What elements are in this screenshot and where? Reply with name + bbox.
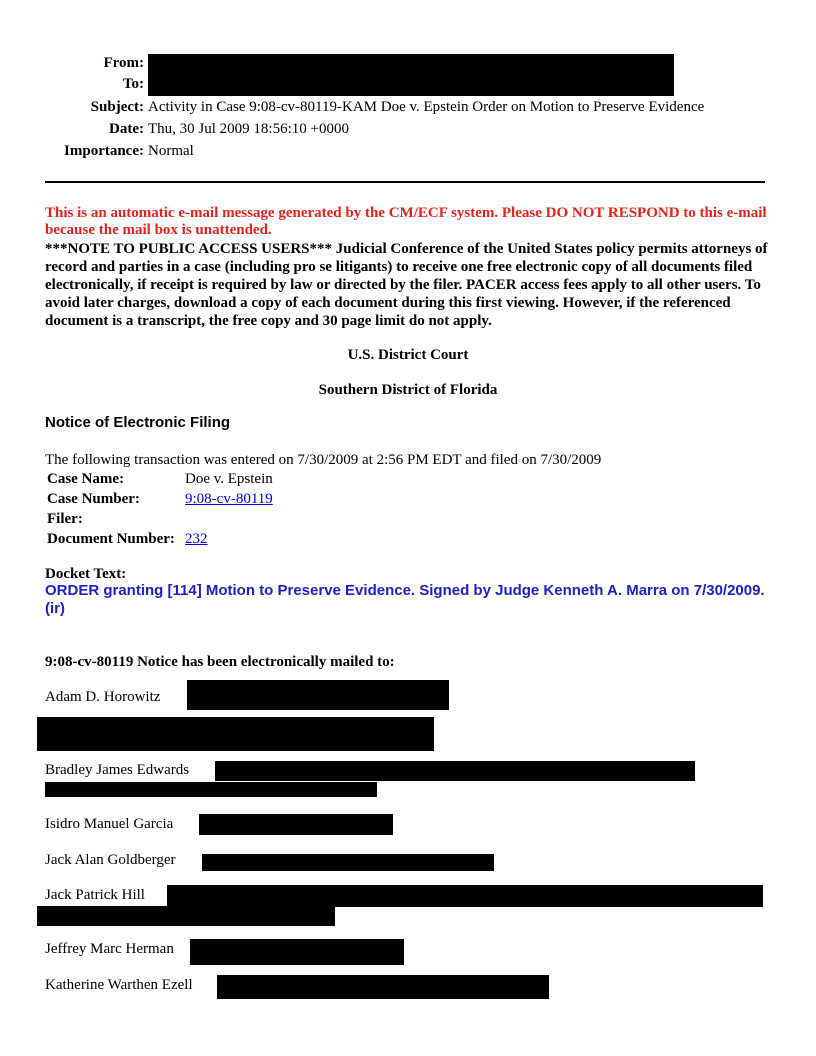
recipient-name: Katherine Warthen Ezell <box>45 977 193 993</box>
importance-value: Normal <box>148 143 194 159</box>
court-district: Southern District of Florida <box>318 382 498 398</box>
redaction-block <box>167 885 763 907</box>
recipient-name: Adam D. Horowitz <box>45 689 161 705</box>
mailed-heading: 9:08-cv-80119 Notice has been electronically mailed to: <box>45 654 395 670</box>
subject-label: Subject: <box>90 99 144 115</box>
from-label: From: <box>103 55 144 71</box>
case-number-link[interactable]: 9:08-cv-80119 <box>185 491 273 507</box>
redaction-block <box>187 680 449 710</box>
redaction-block <box>215 761 695 781</box>
recipient-name: Jeffrey Marc Herman <box>45 941 174 957</box>
case-name-value: Doe v. Epstein <box>185 471 273 487</box>
from-to-redaction <box>148 54 674 96</box>
case-number-label: Case Number: <box>47 491 140 507</box>
case-name-label: Case Name: <box>47 471 125 487</box>
document-number-link[interactable]: 232 <box>185 531 208 547</box>
docket-label: Docket Text: <box>45 566 127 582</box>
header-divider <box>45 181 765 183</box>
document-number-label: Document Number: <box>47 531 175 547</box>
redaction-block <box>37 906 335 926</box>
subject-value: Activity in Case 9:08-cv-80119-KAM Doe v. Epstein Order on Motion to Preserve Evidence <box>148 99 705 115</box>
importance-label: Importance: <box>64 143 144 159</box>
redaction-block <box>202 854 494 871</box>
date-value: Thu, 30 Jul 2009 18:56:10 +0000 <box>148 121 349 137</box>
docket-text: ORDER granting [114] Motion to Preserve Evidence. Signed by Judge Kenneth A. Marra on 7/30/2009. (ir) <box>45 582 765 617</box>
transaction-text: The following transaction was entered on 7/30/2009 at 2:56 PM EDT and filed on 7/30/2009 <box>45 452 602 468</box>
redaction-block <box>190 939 404 965</box>
redaction-block <box>37 717 434 751</box>
redaction-block <box>199 814 393 835</box>
recipient-name: Jack Alan Goldberger <box>45 852 176 868</box>
recipient-name: Isidro Manuel Garcia <box>45 816 174 832</box>
recipient-name: Jack Patrick Hill <box>45 887 145 903</box>
date-label: Date: <box>109 121 144 137</box>
auto-message-warning: This is an automatic e-mail message generated by the CM/ECF system. Please DO NOT RESPOND to this e-mail because the mail box is unattended. <box>45 205 767 238</box>
court-name: U.S. District Court <box>347 347 469 363</box>
redaction-block <box>217 975 549 999</box>
filer-label: Filer: <box>47 511 83 527</box>
recipient-name: Bradley James Edwards <box>45 762 190 778</box>
public-access-note: ***NOTE TO PUBLIC ACCESS USERS*** Judicial Conference of the United States policy permits attorneys of record and parties in a case (including pro se litigants) to receive one free electronic copy of all documents filed electronically, if receipt is required by law or directed by the filer. PACER access fees apply to all other users. To avoid later charges, download a copy of each document during this first viewing. However, if the referenced document is a transcript, the free copy and 30 page limit do not apply. <box>45 241 768 329</box>
notice-title: Notice of Electronic Filing <box>45 414 231 431</box>
redaction-block <box>45 782 377 797</box>
to-label: To: <box>122 76 144 92</box>
